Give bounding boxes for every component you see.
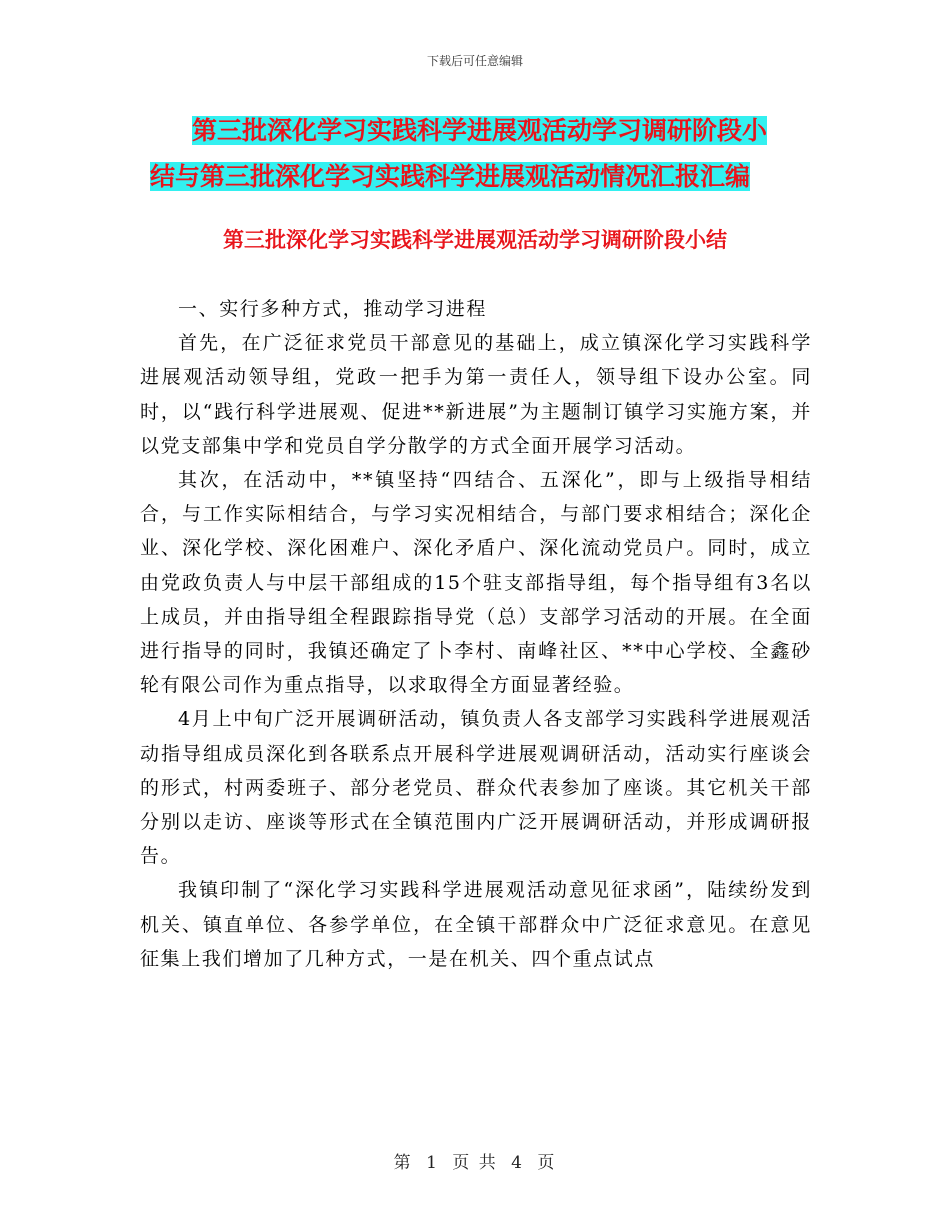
footer-suffix: 页 [537,1153,557,1173]
main-title-line-1-text: 第三批深化学习实践科学进展观活动学习调研阶段小 [192,116,768,145]
page-footer [0,1148,950,1173]
main-title-line-2 [150,154,810,200]
main-title-line-1 [150,108,810,154]
paragraph: 其次，在活动中，**镇坚持“四结合、五深化”，即与上级指导相结合，与工作实际相结合，与学习实况相结合，与部门要求相结合；深化企业、深化学校、深化困难户、深化矛盾户、深化流动党员户。同时，成立由党政负责人与中层干部组成的15个驻支部指导组，每个指导组有3名以上成员，并由指导组全程跟踪指导党（总）支部学习活动的开展。在全面进行指导的同时，我镇还确定了卜李村、南峰社区、**中心学校、全鑫砂轮有限公司作为重点指导，以求取得全方面显著经验。 [140,469,812,697]
footer-total-pages: 4 [511,1153,524,1173]
footer-page-number: 1 [426,1153,439,1173]
document-main-title [150,108,810,200]
main-title-line-2-text: 结与第三批深化学习实践科学进展观活动情况汇报汇编 [150,162,751,191]
paragraph: 4月上中旬广泛开展调研活动，镇负责人各支部学习实践科学进展观活动指导组成员深化到各联系点开展科学进展观调研活动，活动实行座谈会的形式，村两委班子、部分老党员、群众代表参加了座谈。其它机关干部分别以走访、座谈等形式在全镇范围内广泛开展调研活动，并形成调研报告。 [140,708,812,868]
footer-prefix: 第 [393,1153,413,1173]
page-header-note: 下载后可任意编辑 [426,54,523,68]
document-body [140,292,812,976]
footer-middle: 页 共 [452,1153,498,1173]
paragraph: 首先，在广泛征求党员干部意见的基础上，成立镇深化学习实践科学进展观活动领导组，党政一把手为第一责任人，领导组下设办公室。同时，以“践行科学进展观、促进**新进展”为主题制订镇学习实施方案，并以党支部集中学和党员自学分散学的方式全面开展学习活动。 [140,332,812,457]
paragraph: 我镇印制了“深化学习实践科学进展观活动意见征求函”，陆续纷发到机关、镇直单位、各参学单位，在全镇干部群众中广泛征求意见。在意见征集上我们增加了几种方式，一是在机关、四个重点试点 [140,879,812,970]
section-title: 第三批深化学习实践科学进展观活动学习调研阶段小结 [223,228,727,252]
paragraph-heading: 一、实行多种方式，推动学习进程 [178,298,488,320]
